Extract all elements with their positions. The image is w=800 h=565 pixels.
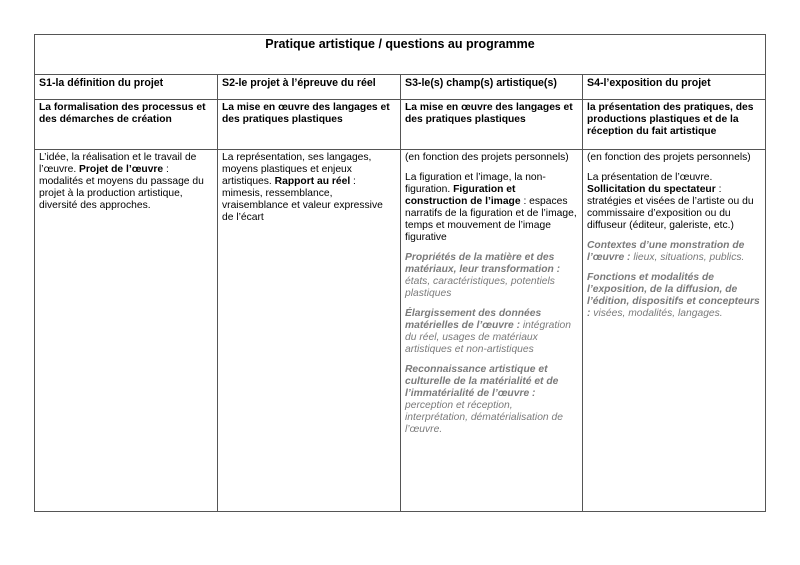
s3-matiere-heading: Propriétés de la matière et des matériaux, leur transformation : — [405, 252, 561, 275]
s4-fonctions-heading: Fonctions et modalités de l’exposition, de la diffusion, de l’édition, dispositifs et concepteurs : — [587, 272, 760, 319]
s3-elargissement-heading: Élargissement des données matérielles de l’œuvre : — [405, 308, 542, 331]
subheader-s2: La mise en œuvre des langages et des pratiques plastiques — [218, 100, 401, 150]
s1-text-cont: : modalités et moyens du passage du projet à la production artistique, diversité des approches. — [39, 164, 204, 211]
s3-elargissement-text: intégration du réel, usages de matériaux artistiques et non-artistiques — [405, 320, 571, 355]
s4-text-cont: : stratégies et visées de l’artiste ou du commissaire d’exposition ou du diffuseur (éditeur, galeriste, etc.) — [587, 184, 754, 231]
table-title: Pratique artistique / questions au programme — [35, 35, 766, 75]
s3-matiere-text: états, caractéristiques, potentiels plastiques — [405, 276, 555, 299]
s4-paragraph-fonctions — [587, 272, 761, 320]
content-s4 — [583, 150, 766, 512]
s4-keyword: Sollicitation du spectateur — [587, 184, 716, 195]
s3-paragraph-reconnaissance — [405, 364, 578, 436]
s2-text-cont: : mimesis, ressemblance, vraisemblance et valeur expressive de l’écart — [222, 176, 383, 223]
header-s1: S1-la définition du projet — [35, 75, 218, 100]
s3-paragraph-elargissement — [405, 308, 578, 356]
subheader-s4: la présentation des pratiques, des productions plastiques et de la réception du fait artistique — [583, 100, 766, 150]
s3-reconnaissance-heading: Reconnaissance artistique et culturelle de la matérialité et de l’immatérialité de l’œuvre : — [405, 364, 559, 399]
s2-keyword: Rapport au réel — [274, 176, 351, 187]
s4-contextes-heading: Contextes d’une monstration de l’œuvre : — [587, 240, 745, 263]
content-row — [35, 150, 766, 512]
s3-reconnaissance-text: perception et réception, interprétation, dématérialisation de l’œuvre. — [405, 400, 563, 435]
s4-paragraph-presentation — [587, 172, 761, 232]
s3-text: La figuration et l’image, la non-figuration. — [405, 172, 546, 195]
s2-paragraph — [222, 152, 396, 224]
content-s1 — [35, 150, 218, 512]
s4-text: La présentation de l’œuvre. — [587, 172, 713, 183]
s1-paragraph — [39, 152, 213, 212]
s4-contextes-text: lieux, situations, publics. — [630, 252, 745, 263]
header-s2: S2-le projet à l’épreuve du réel — [218, 75, 401, 100]
content-s2 — [218, 150, 401, 512]
s3-keyword: Figuration et construction de l’image — [405, 184, 521, 207]
s3-paragraph-figuration — [405, 172, 578, 244]
s4-fonctions-text: visées, modalités, langages. — [590, 308, 723, 319]
subheader-s3: La mise en œuvre des langages et des pratiques plastiques — [401, 100, 583, 150]
subheader-row — [35, 100, 766, 150]
header-s4: S4-l’exposition du projet — [583, 75, 766, 100]
header-row — [35, 75, 766, 100]
header-s3: S3-le(s) champ(s) artistique(s) — [401, 75, 583, 100]
title-row — [35, 35, 766, 75]
s2-text: La représentation, ses langages, moyens plastiques et enjeux artistiques. — [222, 152, 372, 187]
s3-note: (en fonction des projets personnels) — [405, 152, 569, 163]
s1-keyword: Projet de l’œuvre — [79, 164, 164, 175]
content-s3 — [401, 150, 583, 512]
subheader-s1: La formalisation des processus et des démarches de création — [35, 100, 218, 150]
s1-text: L’idée, la réalisation et le travail de l’œuvre. — [39, 152, 197, 175]
s3-paragraph-matiere — [405, 252, 578, 300]
s4-note: (en fonction des projets personnels) — [587, 152, 751, 163]
s4-paragraph-contextes — [587, 240, 761, 264]
s3-text-cont: : espaces narratifs de la figuration et de l’image, temps et mouvement de l’image figurative — [405, 196, 577, 243]
program-table — [34, 34, 766, 512]
